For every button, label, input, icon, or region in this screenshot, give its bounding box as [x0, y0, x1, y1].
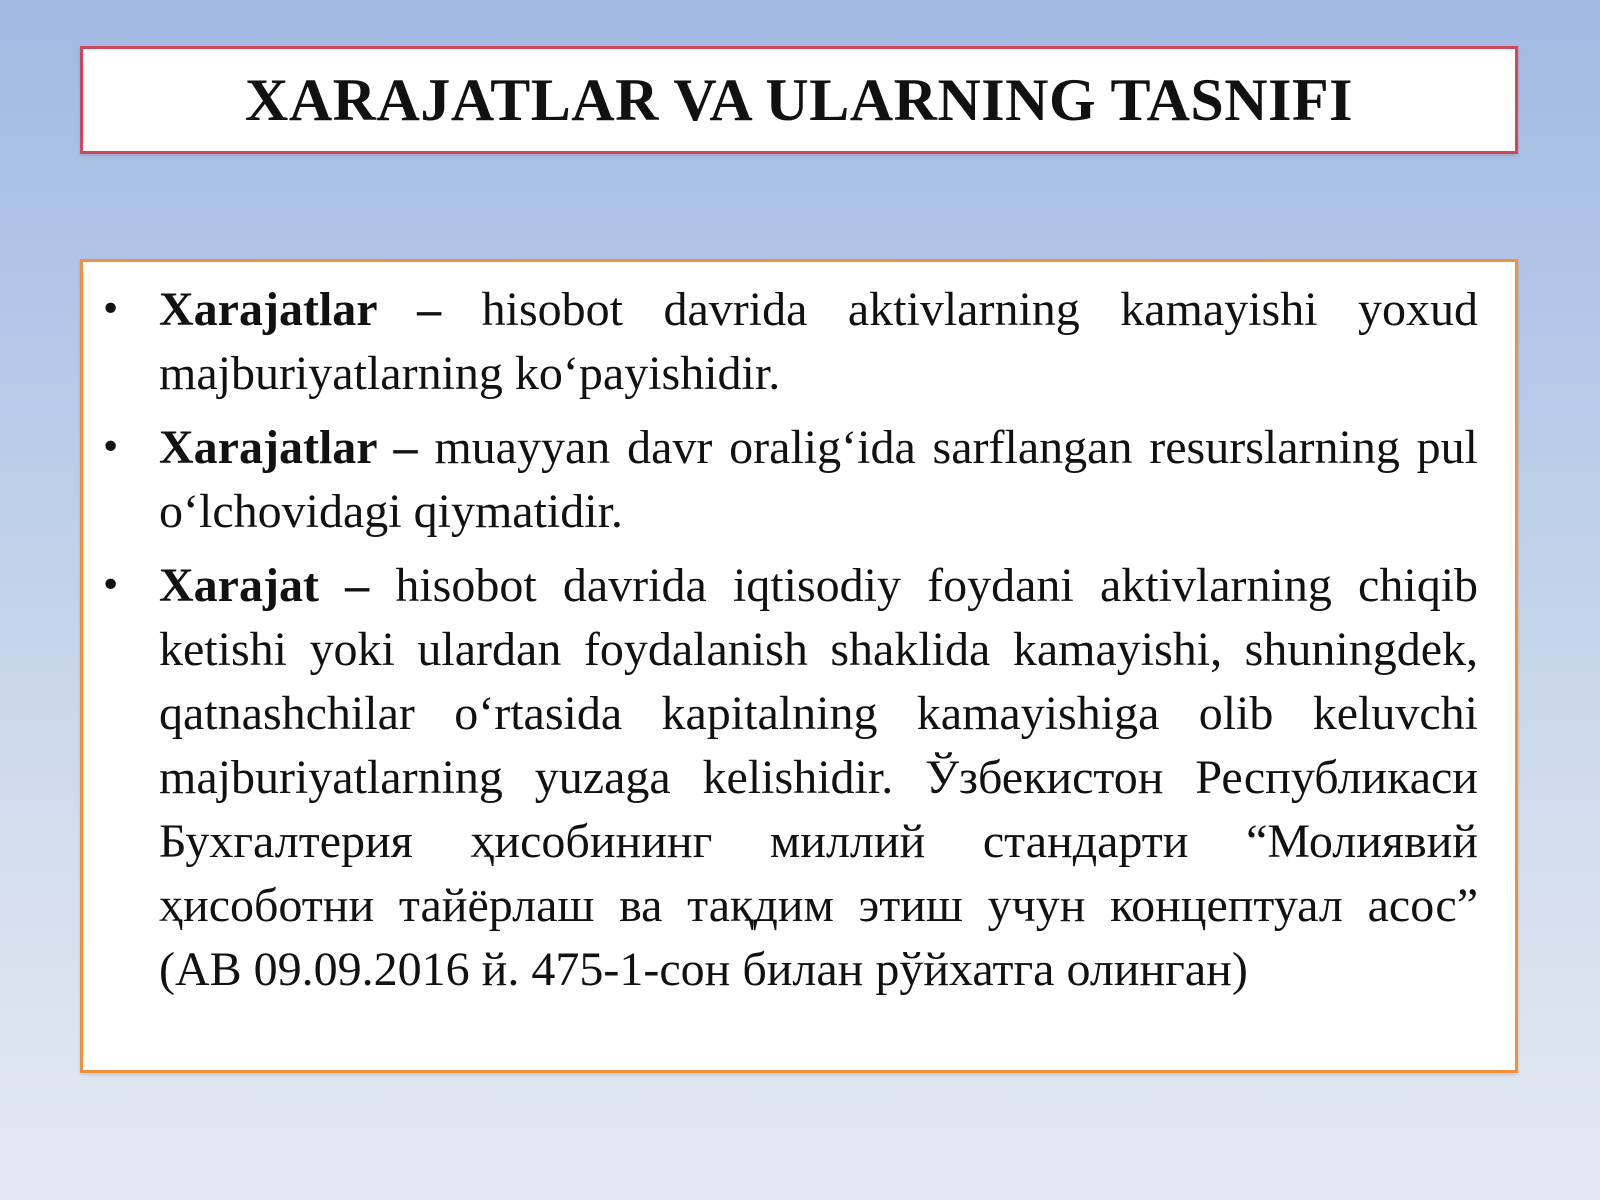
bullet-icon: •	[100, 565, 122, 606]
bullet-term: Xarajatlar –	[159, 421, 418, 474]
slide-title: XARAJATLAR VA ULARNING TASNIFI	[245, 67, 1353, 133]
title-box	[80, 46, 1518, 154]
bullet-term: Xarajat –	[159, 559, 370, 612]
bullet-text: muayyan davr oralig‘ida sarflangan resurslarning pul o‘lchovidagi qiymatidir.	[159, 421, 1478, 538]
content-box	[80, 259, 1518, 1073]
bullet-text: hisobot davrida iqtisodiy foydani aktivlarning chiqib ketishi yoki ulardan foydalanish shaklida kamayishi, shuningdek, qatnashchilar o‘rtasida kapitalning kamayishiga olib keluvchi majburiyatlarning yuzaga kelishidir. Ўзбекистон Республикаси Бухгалтерия ҳисобининг миллий стандарти “Молиявий ҳисоботни тайёрлаш ва тақдим этиш учун концептуал асос” (АВ 09.09.2016 й. 475-1-сон билан рўйхатга олинган)	[159, 559, 1479, 996]
bullet-icon: •	[100, 289, 122, 330]
bullet-item	[100, 278, 1478, 406]
bullet-item	[100, 554, 1478, 1002]
bullet-term: Xarajatlar –	[159, 283, 442, 336]
bullet-list	[100, 278, 1478, 1002]
bullet-text: hisobot davrida aktivlarning kamayishi yoxud majburiyatlarning ko‘payishidir.	[159, 283, 1478, 400]
bullet-icon: •	[100, 427, 122, 468]
bullet-item	[100, 416, 1478, 544]
